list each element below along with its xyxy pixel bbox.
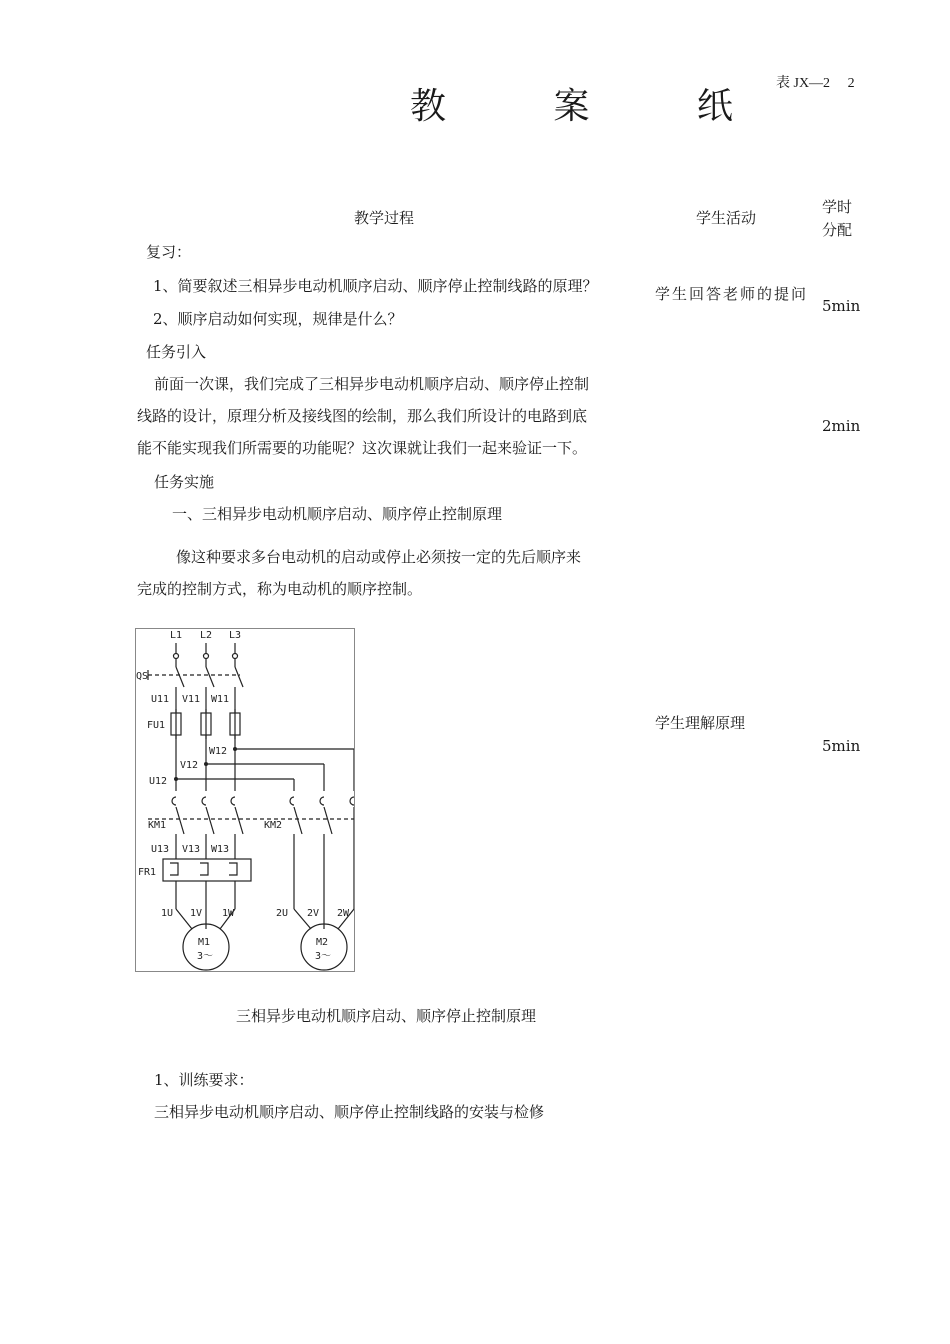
principle-activity: 学生理解原理 xyxy=(655,714,746,732)
form-number xyxy=(776,72,855,92)
col-header-time-1: 学时 xyxy=(822,198,853,216)
motor-1-phase: 3～ xyxy=(197,951,214,962)
label-u13: U13 xyxy=(151,844,170,855)
training-text: 三相异步电动机顺序启动、顺序停止控制线路的安装与检修 xyxy=(154,1103,545,1121)
label-w12: W12 xyxy=(209,746,228,757)
form-code: 表 JX—2 xyxy=(776,76,831,91)
implementation-heading: 任务实施 xyxy=(154,473,215,491)
col-header-process: 教学过程 xyxy=(354,209,415,227)
diagram-caption: 三相异步电动机顺序启动、顺序停止控制原理 xyxy=(236,1007,537,1025)
circuit-diagram-svg xyxy=(136,629,354,971)
intro-heading: 任务引入 xyxy=(146,343,207,361)
label-l1: L1 xyxy=(170,630,183,641)
intro-line-2: 线路的设计，原理分析及接线图的绘制，那么我们所设计的电路到底 xyxy=(137,407,588,425)
label-km1: KM1 xyxy=(148,820,167,831)
label-fu1: FU1 xyxy=(147,720,166,731)
label-1u: 1U xyxy=(161,908,174,919)
section-1-heading: 一、三相异步电动机顺序启动、顺序停止控制原理 xyxy=(172,505,503,523)
motor-2-phase: 3～ xyxy=(315,951,332,962)
label-2u: 2U xyxy=(276,908,289,919)
label-l3: L3 xyxy=(229,630,242,641)
col-header-activity: 学生活动 xyxy=(696,209,757,227)
label-v12: V12 xyxy=(180,760,199,771)
intro-time: 2min xyxy=(822,417,861,435)
review-time: 5min xyxy=(822,297,861,315)
label-u12: U12 xyxy=(149,776,168,787)
label-v11: V11 xyxy=(182,694,201,705)
label-2w: 2W xyxy=(337,908,350,919)
training-heading: 1、训练要求： xyxy=(154,1071,254,1089)
label-u11: U11 xyxy=(151,694,170,705)
page-number: 2 xyxy=(847,76,855,91)
motor-1-label: M1 xyxy=(198,937,211,948)
label-l2: L2 xyxy=(200,630,213,641)
label-v13: V13 xyxy=(182,844,201,855)
review-question-1: 1、简要叙述三相异步电动机顺序启动、顺序停止控制线路的原理？ xyxy=(153,277,598,295)
label-w13: W13 xyxy=(211,844,230,855)
label-qs: QS xyxy=(136,671,149,682)
page-title: 教 案 纸 xyxy=(410,86,781,127)
intro-line-1: 前面一次课，我们完成了三相异步电动机顺序启动、顺序停止控制 xyxy=(154,375,590,393)
label-fr1: FR1 xyxy=(138,867,157,878)
circuit-diagram xyxy=(135,628,355,972)
review-question-2: 2、顺序启动如何实现，规律是什么？ xyxy=(153,310,403,328)
label-2v: 2V xyxy=(307,908,320,919)
label-1v: 1V xyxy=(190,908,203,919)
intro-line-3: 能不能实现我们所需要的功能呢？这次课就让我们一起来验证一下。 xyxy=(137,439,588,457)
label-km2: KM2 xyxy=(264,820,283,831)
definition-line-1: 像这种要求多台电动机的启动或停止必须按一定的先后顺序来 xyxy=(176,548,582,566)
definition-line-2: 完成的控制方式，称为电动机的顺序控制。 xyxy=(137,580,423,598)
label-w11: W11 xyxy=(211,694,230,705)
motor-2-label: M2 xyxy=(316,937,329,948)
review-heading: 复习： xyxy=(146,243,192,261)
review-activity: 学生回答老师的提问 xyxy=(655,285,809,303)
principle-time: 5min xyxy=(822,737,861,755)
col-header-time-2: 分配 xyxy=(822,221,853,239)
label-1w: 1W xyxy=(222,908,235,919)
